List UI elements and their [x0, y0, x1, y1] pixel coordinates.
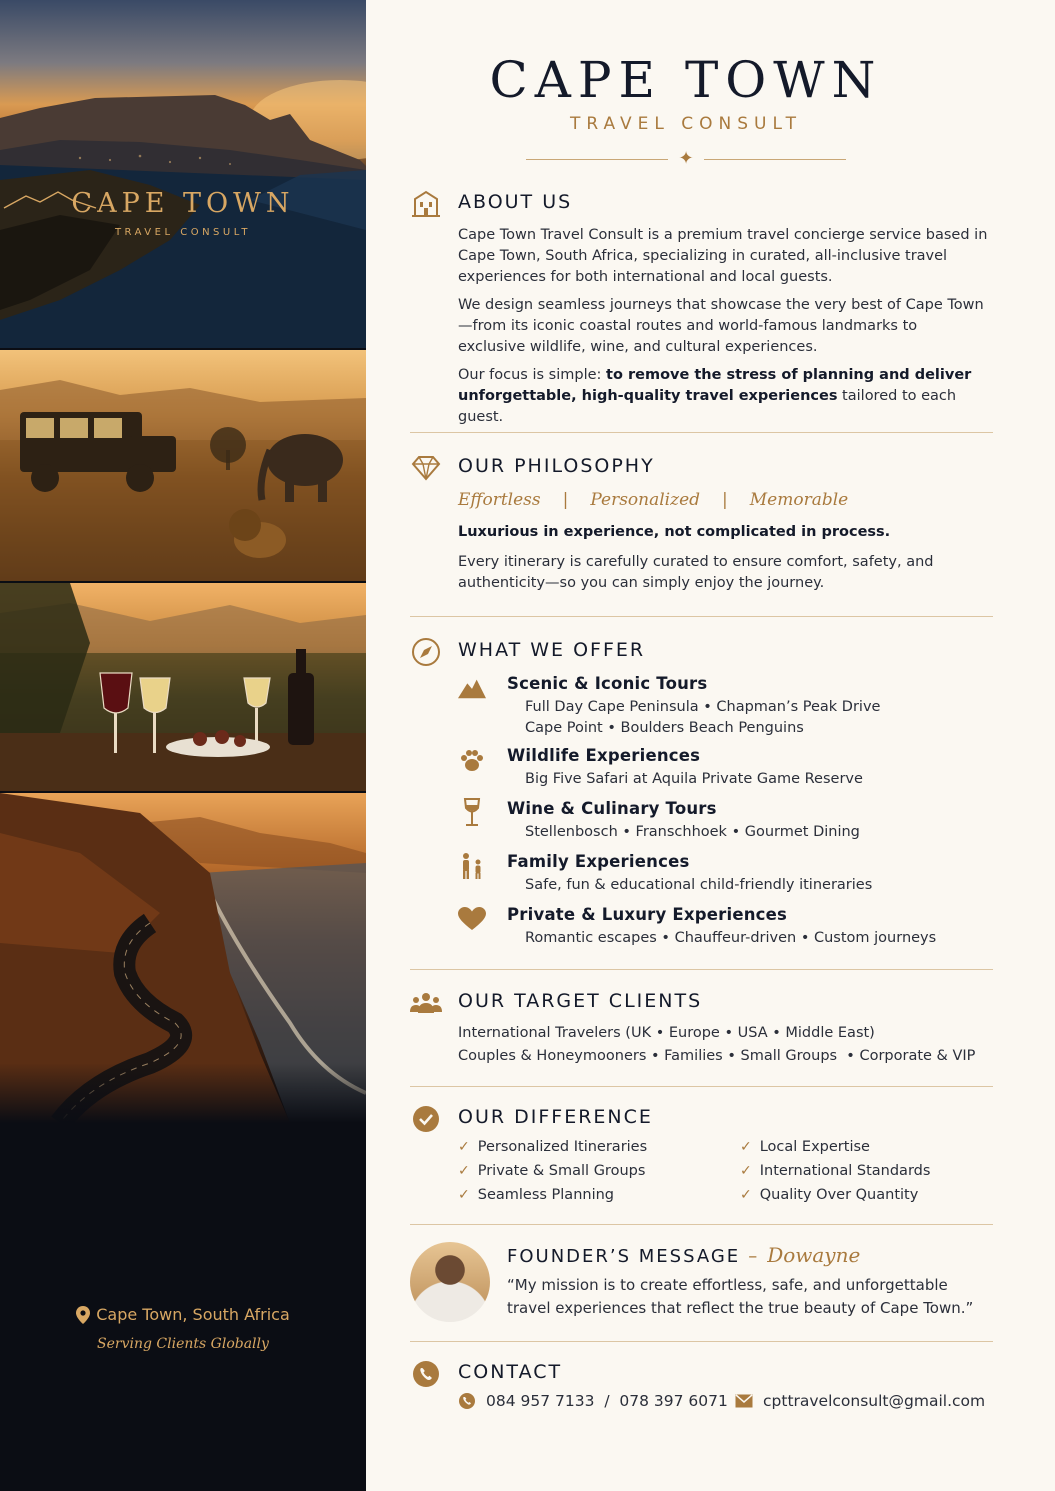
- divider: [410, 1086, 993, 1087]
- photo-coastal-road: [0, 793, 366, 1123]
- difference-list-right: [740, 1135, 930, 1207]
- value-memorable: Memorable: [749, 490, 849, 510]
- philosophy-values: Effortless | Personalized | Memorable: [458, 490, 849, 510]
- founder-title: FOUNDER’S MESSAGE – Dowayne: [507, 1243, 861, 1267]
- sparkle-icon: ✦: [678, 148, 694, 169]
- table-mountain-illustration: [0, 0, 366, 348]
- difference-item: ✓ Seamless Planning: [458, 1183, 647, 1207]
- philosophy-tagline: Luxurious in experience, not complicated in process.: [458, 524, 891, 540]
- contact-phones[interactable]: 084 957 7133 / 078 397 6071: [458, 1392, 728, 1410]
- divider: [410, 1341, 993, 1342]
- about-paragraph-2: We design seamless journeys that showcase the very best of Cape Town—from its iconic coastal routes and world-famous landmarks to exclusive wildlife, wine, and cultural experiences.: [458, 297, 984, 355]
- clients-line-1: International Travelers (UK • Europe • USA • Middle East): [458, 1025, 875, 1041]
- photo-column: [0, 0, 366, 1491]
- diamond-icon: [410, 452, 442, 484]
- logo-title: CAPE TOWN: [71, 188, 295, 219]
- whatsapp-icon: [458, 1392, 476, 1410]
- about-title: ABOUT US: [458, 191, 573, 213]
- compass-icon: [410, 636, 442, 668]
- brand-logo: [0, 188, 366, 238]
- divider: [410, 432, 993, 433]
- clients-line-2: Couples & Honeymooners • Families • Small Groups • Corporate & VIP: [458, 1048, 976, 1064]
- safari-illustration: [0, 350, 366, 581]
- difference-item: ✓ International Standards: [740, 1159, 930, 1183]
- divider: [410, 1224, 993, 1225]
- divider: [410, 616, 993, 617]
- clients-title: OUR TARGET CLIENTS: [458, 990, 703, 1012]
- contact-title: CONTACT: [458, 1361, 563, 1383]
- mountain-outline-icon: [0, 188, 100, 210]
- about-paragraph-1: Cape Town Travel Consult is a premium travel concierge service based in Cape Town, South Africa, specializing in curated, all-inclusive travel experiences for both international and local guests.: [458, 227, 988, 285]
- location-pin-icon: [76, 1306, 90, 1324]
- founder-avatar: [410, 1242, 490, 1322]
- founder-quote: “My mission is to create effortless, safe, and unforgettable travel experiences that reflect the true beauty of Cape Town.”: [507, 1276, 974, 1317]
- location-city: Cape Town, South Africa: [96, 1305, 290, 1324]
- phone-circle-icon: [410, 1358, 442, 1390]
- building-icon: [410, 188, 442, 220]
- header-divider: [526, 150, 846, 168]
- difference-item: ✓ Local Expertise: [740, 1135, 930, 1159]
- location-tagline: Serving Clients Globally: [97, 1336, 269, 1352]
- check-icon: ✓: [740, 1163, 752, 1179]
- check-icon: ✓: [740, 1139, 752, 1155]
- philosophy-section: [410, 452, 993, 602]
- value-effortless: Effortless: [458, 490, 541, 510]
- coastal-road-illustration: [0, 793, 366, 1123]
- check-circle-icon: [410, 1103, 442, 1135]
- difference-title: OUR DIFFERENCE: [458, 1106, 653, 1128]
- contact-email[interactable]: cpttravelconsult@gmail.com: [735, 1392, 985, 1410]
- offer-title: WHAT WE OFFER: [458, 639, 646, 661]
- page-title: CAPE TOWN: [489, 51, 883, 109]
- page-subtitle: TRAVEL CONSULT: [569, 114, 802, 134]
- about-section: [410, 188, 993, 425]
- paw-icon: [458, 746, 486, 774]
- difference-item: ✓ Quality Over Quantity: [740, 1183, 930, 1207]
- philosophy-text: Every itinerary is carefully curated to ensure comfort, safety, and authenticity—so you can simply enjoy the journey.: [458, 554, 934, 591]
- check-icon: ✓: [458, 1163, 470, 1179]
- page-header: [366, 50, 1006, 168]
- value-personalized: Personalized: [590, 490, 701, 510]
- heart-icon: [458, 905, 486, 933]
- photo-safari: [0, 350, 366, 581]
- difference-section: [410, 1103, 993, 1213]
- logo-subtitle: TRAVEL CONSULT: [114, 227, 252, 238]
- about-paragraph-3: Our focus is simple: to remove the stress of planning and deliver unforgettable, high-quality travel experiences tailored to each guest.: [458, 367, 972, 425]
- mountain-icon: [458, 674, 486, 702]
- offer-section: WHAT WE OFFER Scenic & Iconic Tours Full Day Cape Peninsula • Chapman’s Peak Drive Cape Point • Boulders Beach Penguins Wildlife Experiences Big Five Safari at Aquila Private Game Reserve Wine & Culinary Tours Stellenbosch • Franschhoek • Gourmet Dining Family Experiences Safe, fun & educational child-friendly itineraries Private & Luxury Experiences Romantic escapes • Chauffeur-driven • Custom journeys: [410, 636, 993, 956]
- photo-wine: [0, 583, 366, 791]
- clients-section: [410, 987, 993, 1077]
- difference-item: ✓ Personalized Itineraries: [458, 1135, 647, 1159]
- wine-glass-icon: [458, 799, 486, 827]
- wine-illustration: [0, 583, 366, 791]
- difference-item: ✓ Private & Small Groups: [458, 1159, 647, 1183]
- philosophy-title: OUR PHILOSOPHY: [458, 455, 655, 477]
- location-block: [0, 1305, 366, 1352]
- check-icon: ✓: [458, 1187, 470, 1203]
- check-icon: ✓: [458, 1139, 470, 1155]
- photo-table-mountain: [0, 0, 366, 348]
- difference-list-left: [458, 1135, 647, 1207]
- check-icon: ✓: [740, 1187, 752, 1203]
- family-icon: [458, 852, 486, 880]
- envelope-icon: [735, 1394, 753, 1408]
- founder-signature: Dowayne: [767, 1243, 861, 1267]
- group-icon: [410, 987, 442, 1019]
- divider: [410, 969, 993, 970]
